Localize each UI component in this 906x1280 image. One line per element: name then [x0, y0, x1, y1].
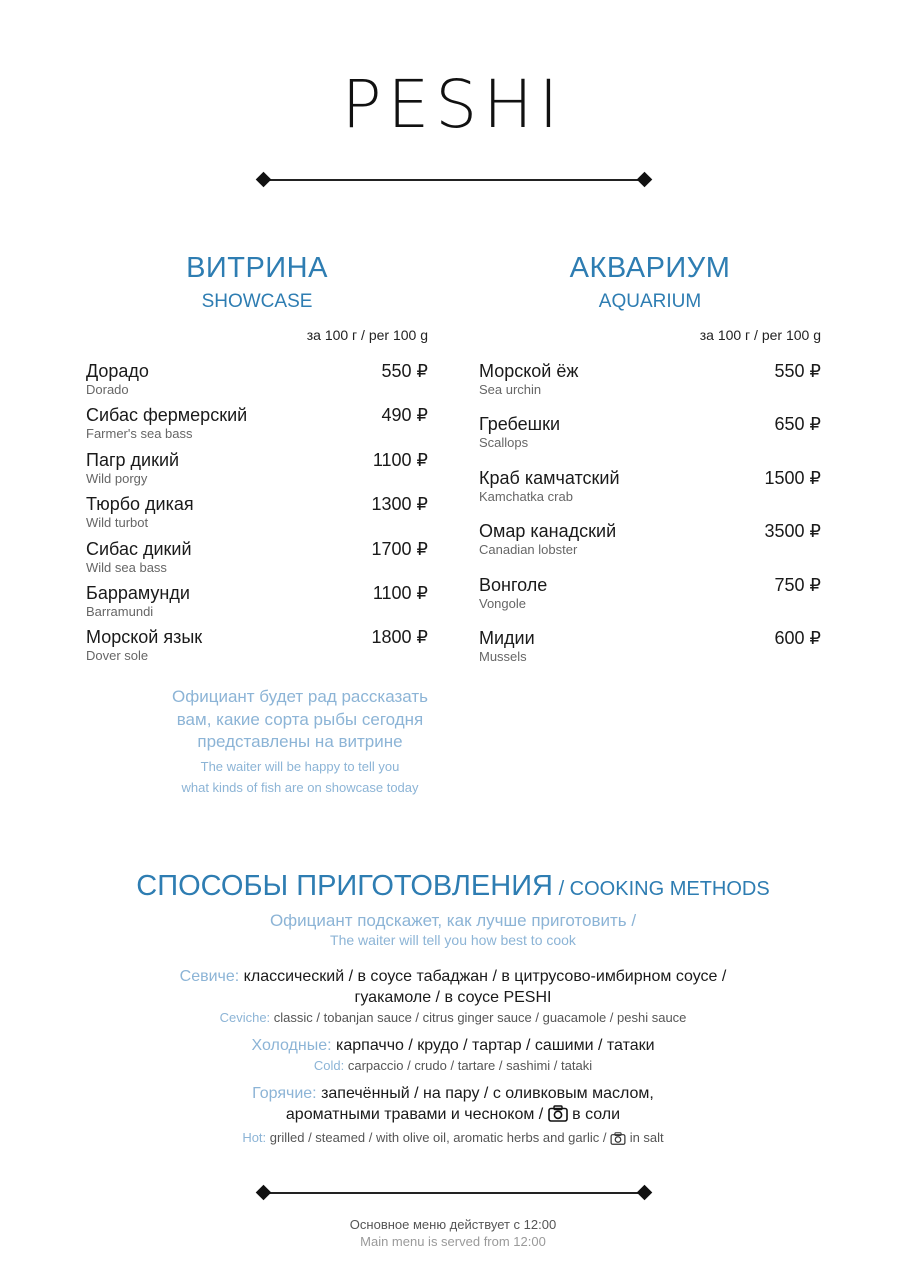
- item-price: 490 ₽: [381, 405, 428, 426]
- item-name-en: Vongole: [479, 595, 526, 611]
- aquarium-subtitle: AQUARIUM: [598, 291, 702, 312]
- menu-item: [479, 467, 821, 520]
- item-name-ru: Вонголе: [479, 574, 548, 595]
- item-name-en: Wild sea bass: [86, 559, 167, 575]
- item-price: 1500 ₽: [764, 467, 821, 488]
- item-name-en: Mussels: [479, 648, 527, 664]
- method-label: Севиче:: [179, 968, 240, 985]
- diamond-icon: [637, 1185, 653, 1201]
- method-label-en: Hot:: [242, 1130, 267, 1145]
- diamond-icon: [637, 172, 653, 188]
- method-options: классический / в соусе табаджан / в цитрусово-имбирном соусе /: [239, 968, 727, 985]
- methods-note-en: The waiter will tell you how best to cook: [330, 932, 576, 948]
- item-name-en: Canadian lobster: [479, 542, 578, 558]
- showcase-section: [86, 252, 428, 671]
- camera-icon: [610, 1132, 626, 1150]
- methods-note-ru: Официант подскажет, как лучше приготовить /: [269, 911, 637, 930]
- aquarium-unit-note: за 100 г / per 100 g: [699, 327, 821, 343]
- divider-line: [265, 1192, 643, 1194]
- menu-item: [86, 538, 428, 582]
- item-price: 3500 ₽: [764, 521, 821, 542]
- item-name-en: Wild porgy: [86, 470, 148, 486]
- item-name-en: Sea urchin: [479, 382, 542, 397]
- item-name-ru: Омар канадский: [479, 521, 617, 542]
- camera-icon: [548, 1105, 568, 1128]
- footer-ru: Основное меню действует с 12:00: [349, 1217, 557, 1232]
- menu-item: [479, 413, 821, 466]
- item-name-ru: Морской язык: [86, 627, 203, 648]
- method-ceviche: [0, 966, 906, 1027]
- method-options-line2: гуакамоле / в соусе PESHI: [354, 989, 552, 1006]
- method-en-line: [0, 1057, 906, 1075]
- methods-title-en: / COOKING METHODS: [553, 878, 770, 900]
- item-name-ru: Сибас фермерский: [86, 405, 248, 426]
- menu-item: [479, 360, 821, 413]
- item-price: 550 ₽: [381, 361, 428, 381]
- note-en-line: what kinds of fish are on showcase today: [181, 779, 419, 795]
- footer: [0, 1216, 906, 1250]
- method-ru-line: [0, 1083, 906, 1104]
- item-name-ru: Пагр дикий: [86, 449, 180, 470]
- method-options-part: ароматными травами и чесноком /: [285, 1106, 548, 1123]
- item-price: 1800 ₽: [371, 627, 428, 648]
- item-name-ru: Сибас дикий: [86, 538, 192, 559]
- aquarium-title: АКВАРИУМ: [569, 252, 731, 284]
- note-ru-line: вам, какие сорта рыбы сегодня: [176, 709, 424, 729]
- item-price: 600 ₽: [774, 627, 821, 648]
- showcase-waiter-note: [86, 686, 514, 798]
- item-name-ru: Дорадо: [86, 361, 149, 381]
- item-price: 550 ₽: [774, 361, 821, 381]
- method-options-en: carpaccio / crudo / tartare / sashimi / tataki: [344, 1058, 593, 1073]
- cooking-methods-note: [0, 910, 906, 949]
- method-ru-line: [0, 966, 906, 987]
- diamond-icon: [256, 172, 272, 188]
- menu-item: [479, 627, 821, 680]
- showcase-title: ВИТРИНА: [186, 252, 328, 284]
- note-ru-line: Официант будет рад рассказать: [172, 687, 428, 706]
- item-name-ru: Баррамунди: [86, 582, 190, 603]
- note-ru-line: представлены на витрине: [197, 732, 403, 751]
- menu-item: [86, 404, 428, 448]
- item-name-en: Kamchatka crab: [479, 488, 573, 504]
- note-en-line: The waiter will be happy to tell you: [200, 758, 400, 774]
- item-price: 1700 ₽: [371, 538, 428, 559]
- item-price: 1100 ₽: [372, 582, 428, 603]
- method-label-en: Cold:: [313, 1058, 345, 1073]
- method-options-en: classic / tobanjan sauce / citrus ginger sauce / guacamole / peshi sauce: [270, 1010, 687, 1025]
- method-label: Холодные:: [251, 1037, 332, 1054]
- bottom-divider: [257, 1185, 651, 1201]
- method-hot: [0, 1083, 906, 1150]
- item-name-en: Wild turbot: [86, 515, 149, 531]
- showcase-list: [86, 360, 428, 671]
- method-cold: [0, 1035, 906, 1075]
- method-options-en: grilled / steamed / with olive oil, aromatic herbs and garlic /: [266, 1130, 611, 1145]
- menu-item: [479, 520, 821, 573]
- item-name-ru: Краб камчатский: [479, 467, 620, 488]
- menu-item: [86, 626, 428, 670]
- method-en-line: [0, 1009, 906, 1027]
- menu-item: [479, 574, 821, 627]
- method-options: запечённый / на пару / с оливковым маслом,: [316, 1085, 654, 1102]
- item-name-ru: Мидии: [479, 627, 535, 648]
- showcase-subtitle: SHOWCASE: [201, 291, 313, 312]
- method-options-part: в соли: [567, 1106, 621, 1123]
- menu-item: [86, 582, 428, 626]
- method-ru-line2: [0, 1104, 906, 1128]
- method-label-en: Ceviche:: [219, 1010, 271, 1025]
- item-price: 650 ₽: [774, 414, 821, 435]
- top-divider: [257, 172, 651, 188]
- diamond-icon: [256, 1185, 272, 1201]
- methods-title-ru: СПОСОБЫ ПРИГОТОВЛЕНИЯ: [136, 870, 554, 902]
- menu-item: [86, 493, 428, 537]
- item-name-en: Farmer's sea bass: [86, 426, 193, 442]
- method-label: Горячие:: [252, 1085, 317, 1102]
- item-name-ru: Морской ёж: [479, 361, 579, 381]
- showcase-unit-note: за 100 г / per 100 g: [306, 327, 428, 343]
- item-name-en: Scallops: [479, 435, 529, 451]
- item-price: 1100 ₽: [372, 449, 428, 470]
- method-ru-line: [0, 1035, 906, 1056]
- method-options: карпаччо / крудо / тартар / сашими / татаки: [331, 1037, 655, 1054]
- aquarium-list: [479, 360, 821, 680]
- menu-item: [86, 449, 428, 493]
- item-name-en: Dorado: [86, 382, 129, 397]
- item-price: 750 ₽: [774, 574, 821, 595]
- menu-item: [86, 360, 428, 404]
- item-name-ru: Гребешки: [479, 414, 561, 435]
- footer-en: Main menu is served from 12:00: [360, 1234, 546, 1249]
- item-price: 1300 ₽: [371, 494, 428, 515]
- method-en-line: [0, 1129, 906, 1150]
- cooking-methods-title: [0, 870, 906, 903]
- method-options-en-part: in salt: [626, 1130, 664, 1145]
- divider-line: [265, 179, 643, 181]
- aquarium-section: [479, 252, 821, 680]
- item-name-en: Barramundi: [86, 603, 154, 619]
- brand-logo: PESHI: [341, 66, 565, 143]
- item-name-en: Dover sole: [86, 648, 149, 664]
- item-name-ru: Тюрбо дикая: [86, 494, 194, 515]
